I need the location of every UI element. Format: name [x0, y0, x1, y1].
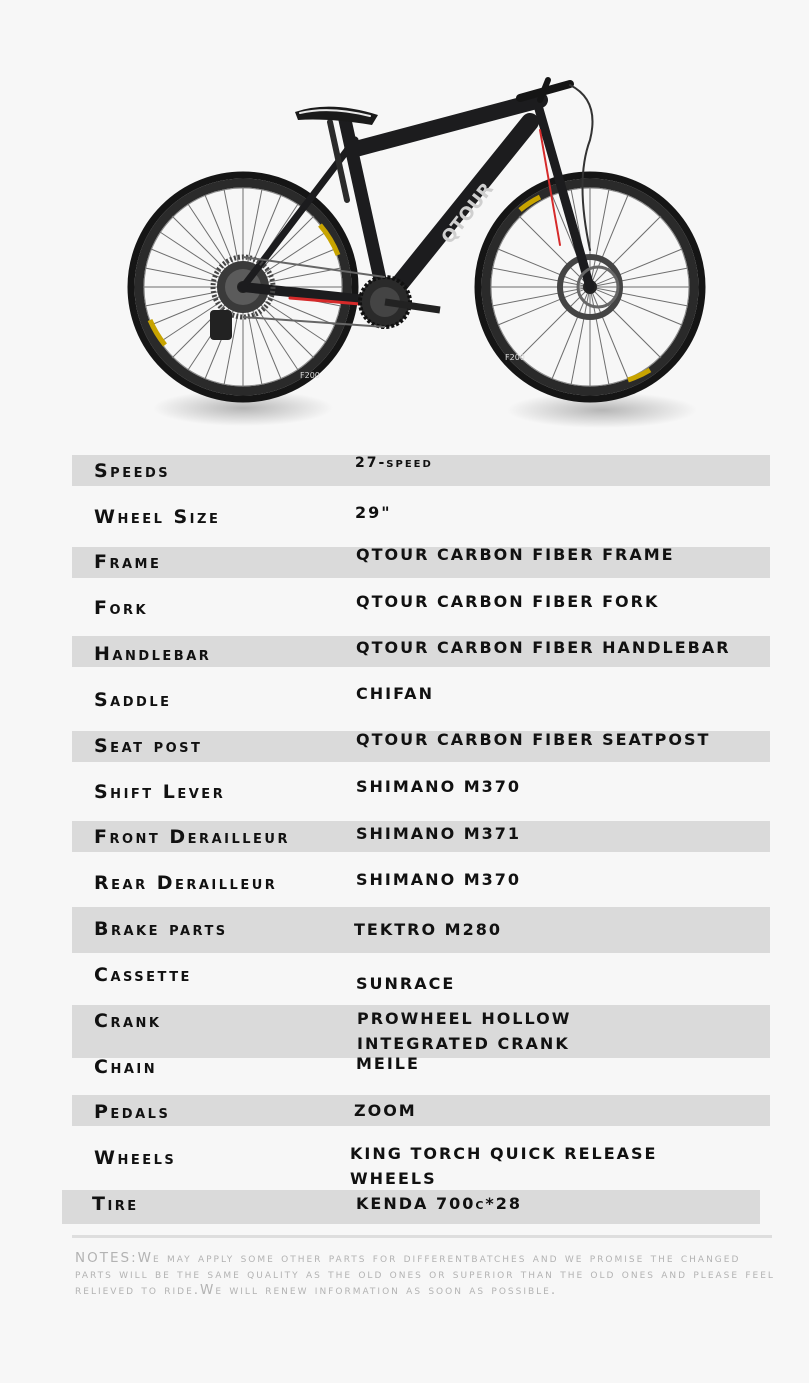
- spec-value: 29": [355, 503, 392, 522]
- rear-rim-text: F200: [300, 371, 320, 380]
- spec-value: QTOUR CARBON FIBER HANDLEBAR: [356, 638, 731, 657]
- spec-value: CHIFAN: [356, 684, 434, 703]
- spec-value: QTOUR CARBON FIBER FORK: [356, 592, 660, 611]
- spec-value: SUNRACE: [356, 974, 456, 993]
- notes-text: NOTES:We may apply some other parts for differentbatches and we promise the changed parts will be the same quality as the old ones or superior than the old ones and please feel relieved to ride.We will renew information as soon as possible.: [75, 1250, 775, 1298]
- spec-value: TEKTRO M280: [354, 920, 502, 939]
- notes-divider: [72, 1235, 772, 1238]
- spec-label: Saddle: [94, 689, 172, 711]
- spec-value: SHIMANO M370: [356, 777, 522, 796]
- spec-value: SHIMANO M370: [356, 870, 522, 889]
- spec-value: QTOUR CARBON FIBER SEATPOST: [356, 730, 711, 749]
- spec-value-line2: INTEGRATED CRANK: [357, 1034, 570, 1053]
- spec-label: Shift Lever: [94, 781, 226, 803]
- spec-label: Frame: [94, 551, 162, 573]
- frame-brand-text: QTOUR: [437, 178, 498, 249]
- spec-label: Tire: [92, 1193, 139, 1215]
- spec-label: Fork: [94, 597, 149, 619]
- spec-value-line2: WHEELS: [350, 1169, 437, 1188]
- bicycle-image: [0, 0, 809, 440]
- spec-label: Front Derailleur: [94, 826, 290, 848]
- table-row-band: [72, 1095, 770, 1126]
- spec-value: KENDA 700c*28: [356, 1194, 523, 1213]
- spec-value: PROWHEEL HOLLOW: [357, 1009, 572, 1028]
- spec-label: Pedals: [94, 1101, 171, 1123]
- spec-value: QTOUR CARBON FIBER FRAME: [356, 545, 675, 564]
- spec-label: Seat post: [94, 735, 203, 757]
- spec-label: Brake parts: [94, 918, 228, 940]
- spec-label: Handlebar: [94, 643, 212, 665]
- spec-label: Speeds: [94, 460, 171, 482]
- spec-label: Crank: [94, 1010, 162, 1032]
- spec-label: Cassette: [94, 964, 192, 986]
- front-rim-text: F200: [505, 353, 525, 362]
- spec-label: Wheel Size: [94, 506, 221, 528]
- spec-value: 27-speed: [355, 455, 433, 471]
- spec-value: ZOOM: [354, 1101, 417, 1120]
- spec-label: Wheels: [94, 1147, 177, 1169]
- spec-label: Rear Derailleur: [94, 872, 278, 894]
- spec-value: KING TORCH QUICK RELEASE: [350, 1144, 658, 1163]
- spec-value: SHIMANO M371: [356, 824, 522, 843]
- spec-label: Chain: [94, 1056, 158, 1078]
- spec-value: MEILE: [356, 1054, 420, 1073]
